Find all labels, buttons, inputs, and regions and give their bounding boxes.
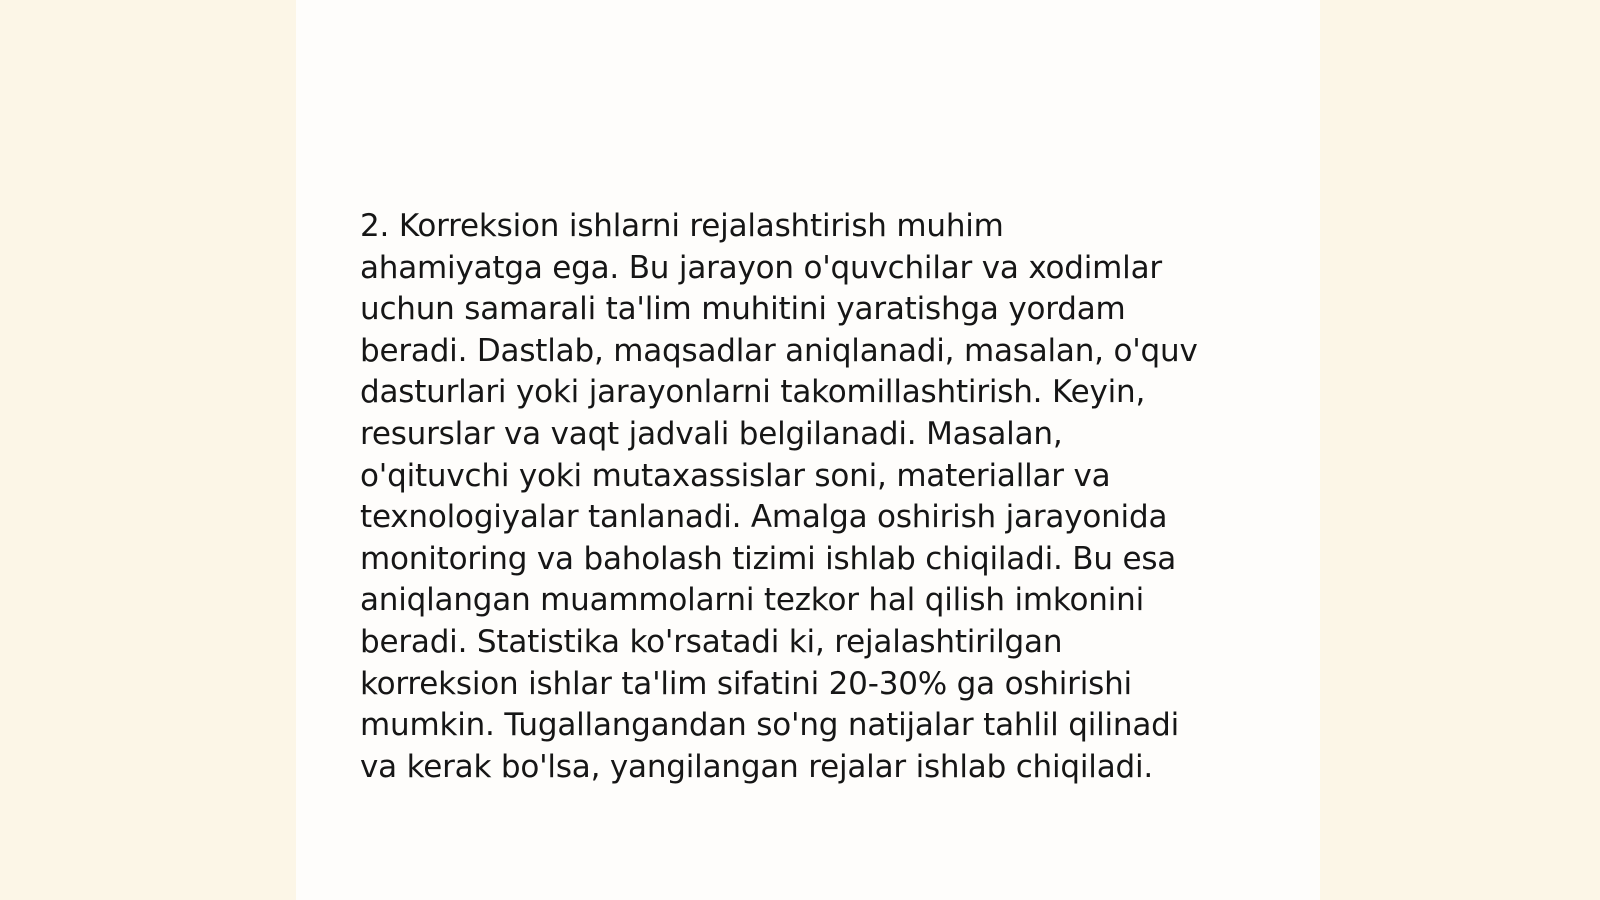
text-line: mumkin. Tugallangandan so'ng natijalar tahlil qilinadi: [360, 707, 1180, 744]
text-line: texnologiyalar tanlanadi. Amalga oshirish jarayonida: [360, 499, 1168, 536]
text-line: beradi. Statistika ko'rsatadi ki, rejalashtirilgan: [360, 623, 1063, 660]
text-line: aniqlangan muammolarni tezkor hal qilish imkonini: [360, 582, 1145, 619]
text-line: dasturlari yoki jarayonlarni takomillashtirish. Keyin,: [360, 374, 1146, 411]
text-line: va kerak bo'lsa, yangilangan rejalar ishlab chiqiladi.: [360, 748, 1154, 785]
slide-body-text: [360, 206, 1250, 788]
text-line: ahamiyatga ega. Bu jarayon o'quvchilar va xodimlar: [360, 249, 1162, 286]
right-margin: [1320, 0, 1600, 900]
text-line: 2. Korreksion ishlarni rejalashtirish muhim: [360, 208, 1004, 244]
left-margin: [0, 0, 296, 900]
text-line: korreksion ishlar ta'lim sifatini 20-30% ga oshirishi: [360, 665, 1132, 702]
text-line: beradi. Dastlab, maqsadlar aniqlanadi, masalan, o'quv: [360, 332, 1198, 369]
text-line: monitoring va baholash tizimi ishlab chiqiladi. Bu esa: [360, 540, 1177, 577]
text-line: uchun samarali ta'lim muhitini yaratishga yordam: [360, 291, 1126, 328]
text-line: o'qituvchi yoki mutaxassislar soni, materiallar va: [360, 457, 1111, 494]
slide-canvas: [296, 0, 1320, 900]
text-line: resurslar va vaqt jadvali belgilanadi. Masalan,: [360, 415, 1063, 452]
